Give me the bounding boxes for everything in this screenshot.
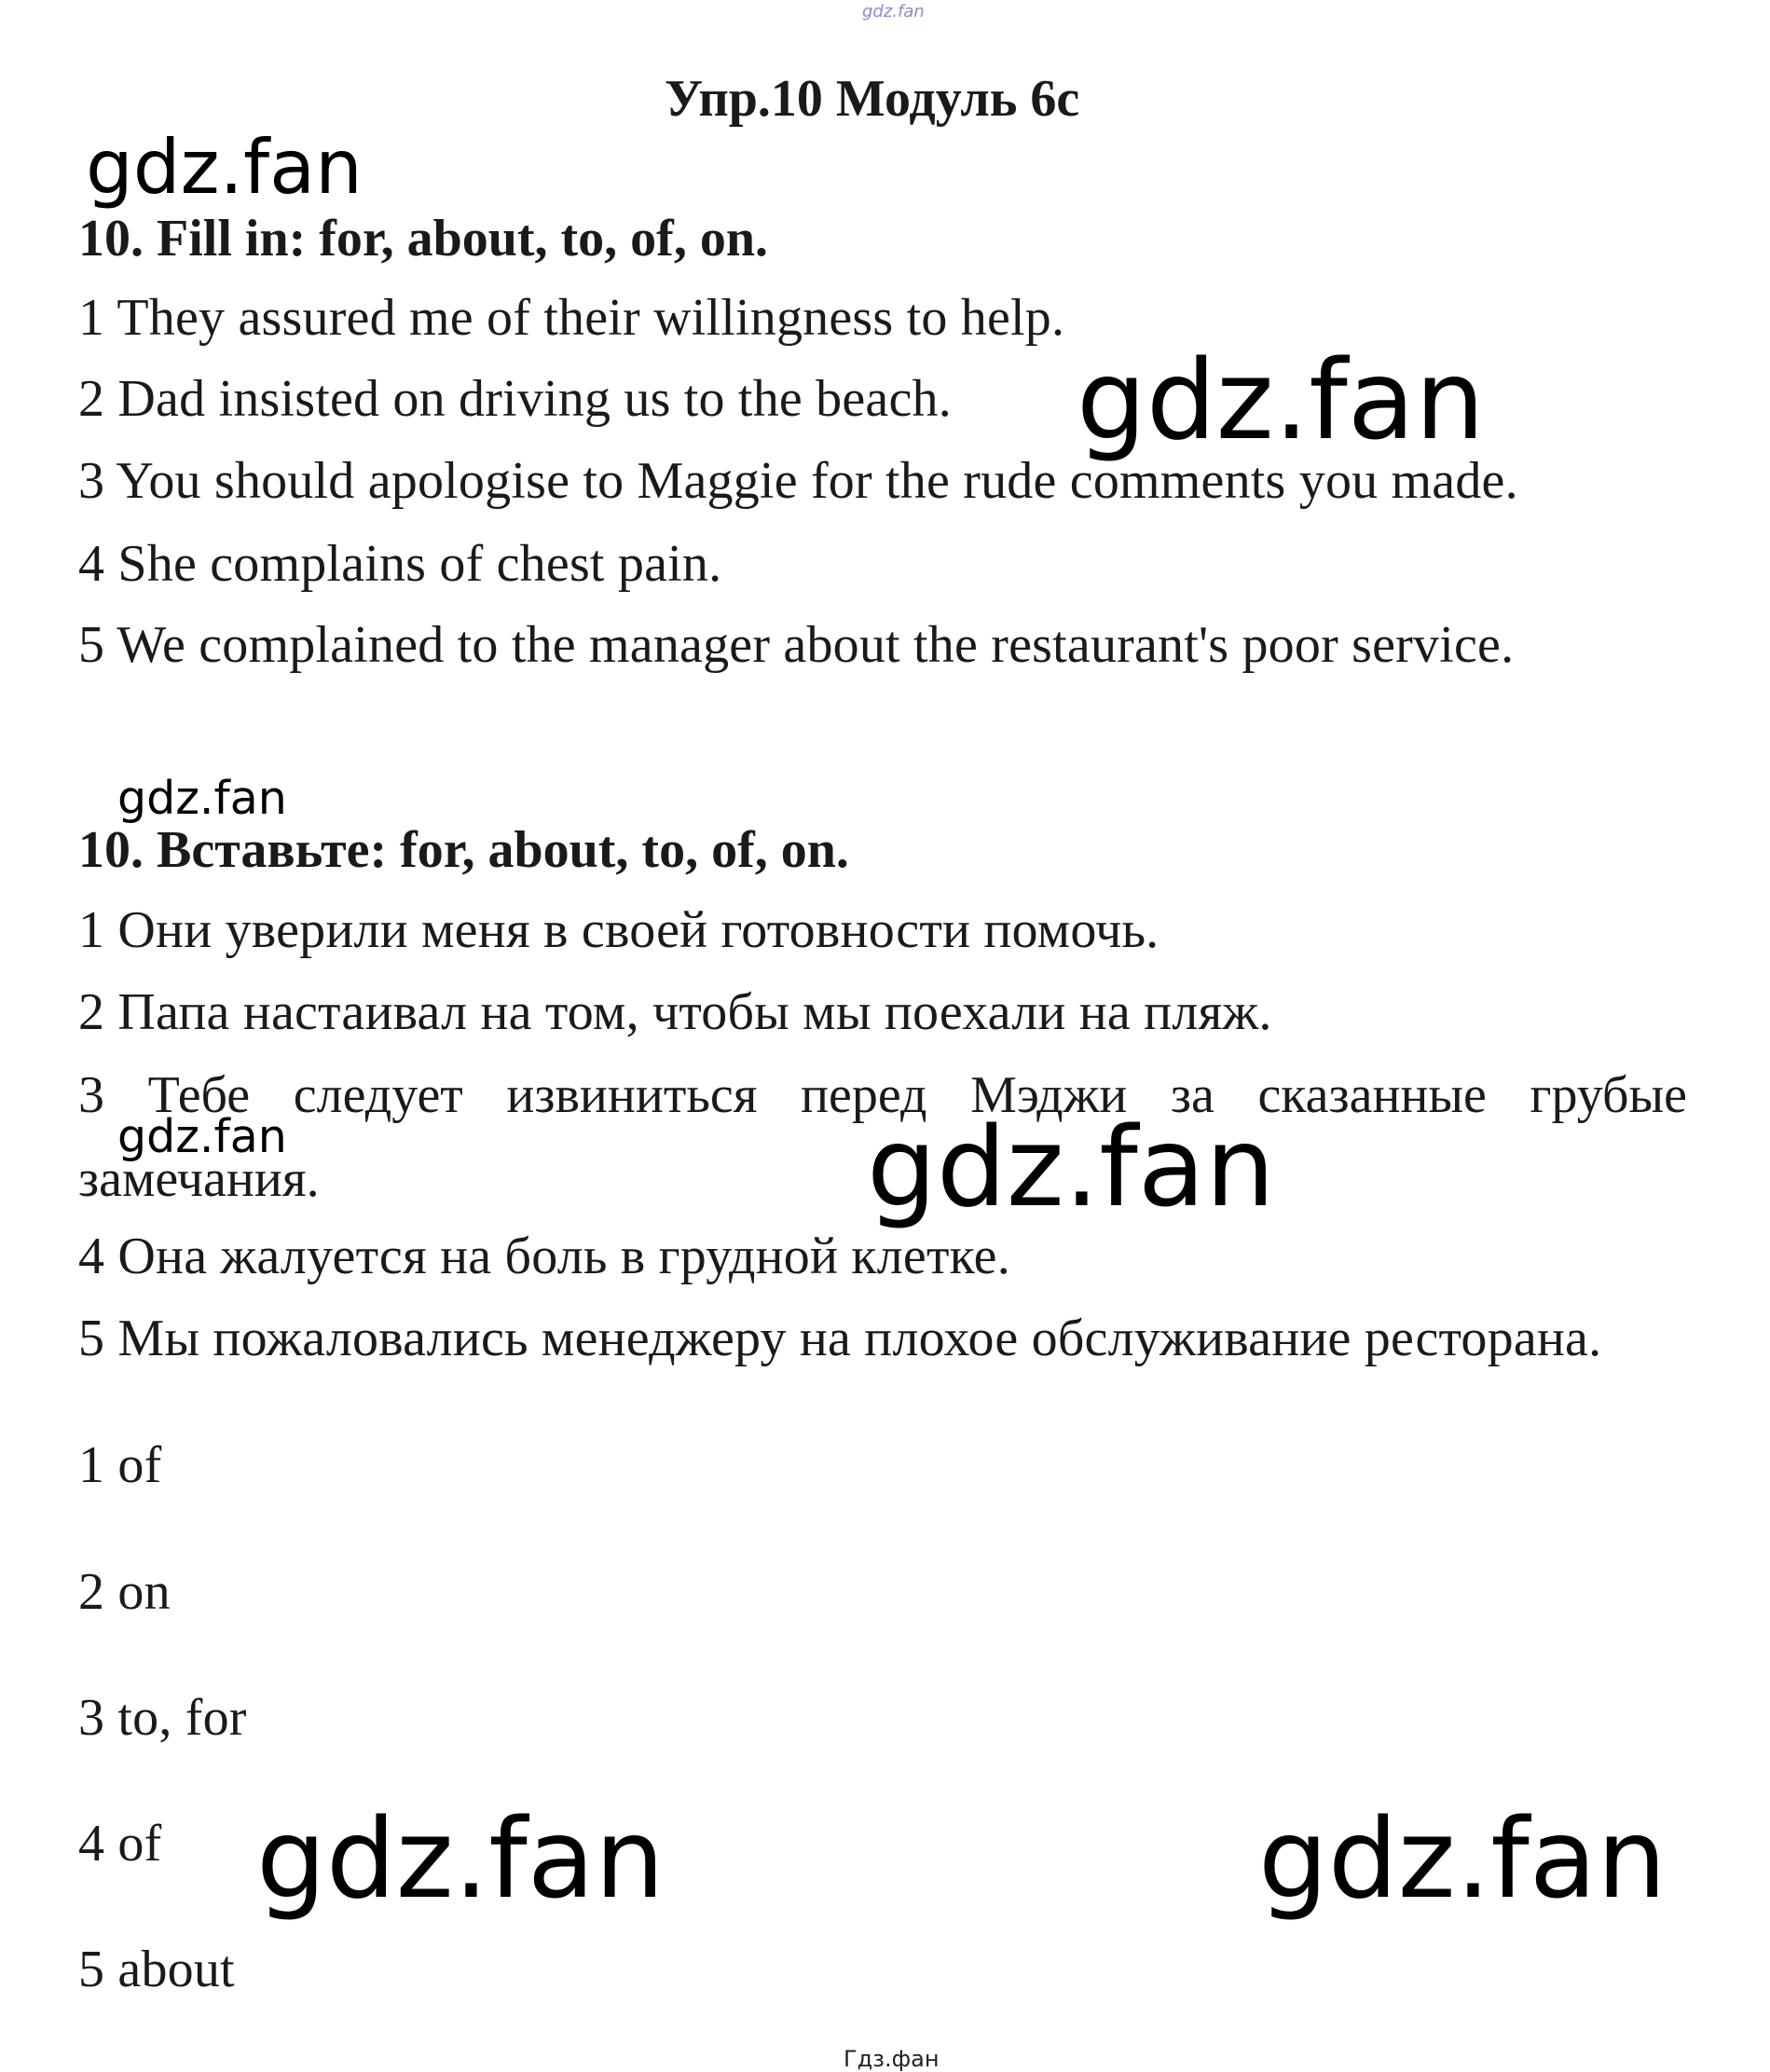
answer-1: 1 of (78, 1436, 162, 1494)
sentence-english-4: 4 She complains of chest pain. (78, 535, 722, 593)
sentence-english-2: 2 Dad insisted on driving us to the beach. (78, 370, 952, 428)
sentence-english-5: 5 We complained to the manager about the restaurant's poor service. (78, 616, 1515, 674)
top-watermark: gdz.fan (862, 2, 925, 21)
sentence-english-3: 3 You should apologise to Maggie for the rude comments you made. (78, 452, 1518, 510)
sentence-russian-5: 5 Мы пожаловались менеджеру на плохое обслуживание ресторана. (78, 1310, 1602, 1367)
watermark-text: gdz.fan (1077, 336, 1485, 464)
answer-5: 5 about (78, 1941, 235, 1998)
exercise-heading-english: 10. Fill in: for, about, to, of, on. (78, 210, 768, 268)
watermark-text: gdz.fan (117, 772, 287, 825)
exercise-heading-russian: 10. Вставьте: for, about, to, of, on. (78, 821, 849, 879)
watermark-text: gdz.fan (117, 1110, 287, 1163)
watermark-text: gdz.fan (86, 124, 363, 211)
sentence-russian-4: 4 Она жалуется на боль в грудной клетке. (78, 1228, 1010, 1285)
answer-2: 2 on (78, 1563, 171, 1621)
watermark-text: gdz.fan (1258, 1794, 1667, 1923)
sentence-russian-1: 1 Они уверили меня в своей готовности помочь. (78, 901, 1159, 959)
sentence-russian-2: 2 Папа настаивал на том, чтобы мы поехали на пляж. (78, 983, 1272, 1041)
watermark-text: gdz.fan (867, 1103, 1275, 1231)
sentence-english-1: 1 They assured me of their willingness to help. (78, 289, 1065, 347)
sentence-russian-3: 3 Тебе следует извиниться перед Мэджи за сказанные грубые замечания. (78, 1066, 1687, 1208)
answer-4: 4 of (78, 1815, 162, 1873)
answer-3: 3 to, for (78, 1689, 247, 1747)
footer-text: Гдз.фан (844, 2046, 940, 2072)
page-title: Упр.10 Модуль 6с (665, 70, 1080, 128)
watermark-text: gdz.fan (256, 1794, 665, 1923)
